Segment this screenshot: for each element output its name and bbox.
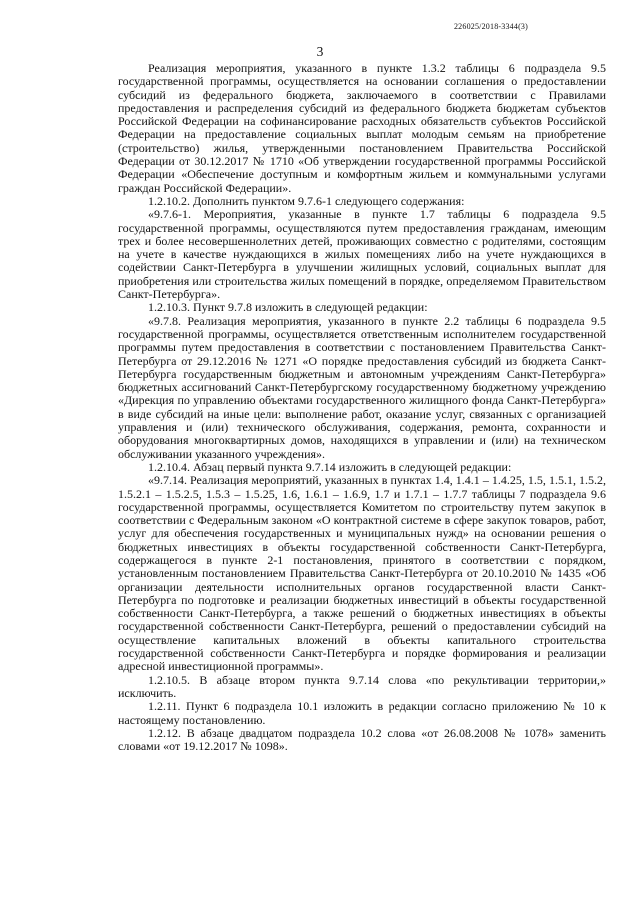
paragraph-1-2-11: 1.2.11. Пункт 6 подраздела 10.1 изложить в редакции согласно приложению № 10 к настоящему постановлению. [118, 699, 606, 727]
paragraph-1-2-12: 1.2.12. В абзаце двадцатом подраздела 10.2 слова «от 26.08.2008 № 1078» заменить словами «от 19.12.2017 № 1098». [118, 725, 606, 754]
page-number: 3 [316, 44, 324, 59]
paragraph-1-2-10-4: 1.2.10.4. Абзац первый пункта 9.7.14 изложить в следующей редакции: [148, 459, 512, 474]
registration-number: 226025/2018-3344(3) [453, 22, 528, 31]
paragraph-9-7-6-1: «9.7.6-1. Мероприятия, указанные в пункте 1.7 таблицы 6 подраздела 9.5 государственной программы, осуществляются путем предоставления гражданам, имеющим трех и более несовершеннолетних детей, проживающих совместно с родителями, состоящим на учете в качестве нуждающихся в жилых помещениях либо на учете нуждающихся в содействии Санкт-Петербурга в улучшении жилищных условий, социальных выплат для приобретения или строительства жилых помещений в порядке, определяемом Правительством Санкт-Петербурга». [118, 207, 606, 302]
paragraph-intro: Реализация мероприятия, указанного в пункте 1.3.2 таблицы 6 подраздела 9.5 государственной программы, осуществляется на основании соглашения о предоставлении субсидий из федерального бюджета, заключаемого в соответствии с Правилами предоставления и распределения субсидий из федерального бюджета бюджетам субъектов Российской Федерации на софинансирование расходных обязательств субъектов Российской Федерации на предоставление социальных выплат молодым семьям на приобретение (строительство) жилья, утвержденными постановлением Правительства Российской Федерации от 30.12.2017 № 1710 «Об утверждении государственной программы Российской Федерации «Обеспечение доступным и комфортным жильем и коммунальными услугами граждан Российской Федерации». [118, 61, 606, 195]
paragraph-9-7-14: «9.7.14. Реализация мероприятий, указанных в пунктах 1.4, 1.4.1 – 1.4.25, 1.5, 1.5.1, 1.5.2, 1.5.2.1 – 1.5.2.5, 1.5.3 – 1.5.25, 1.6, 1.6.1 – 1.6.9, 1.7 и 1.7.1 – 1.7.7 таблицы 7 подраздела 9.6 государственной программы, осуществляется Комитетом по строительству путем закупок в соответствии с Федеральным законом «О контрактной системе в сфере закупок товаров, работ, услуг для обеспечения государственных и муниципальных нужд» на основании решения о бюджетных инвестициях в объекты государственной собственности Санкт-Петербурга, содержащегося в пункте 2-1 постановления, принятого в соответствии с порядком, установленным постановлением Правительства Санкт-Петербурга от 20.10.2010 № 1435 «Об организации деятельности исполнительных органов государственной власти Санкт-Петербурга по подготовке и реализации бюджетных инвестиций в объекты государственной собственности Санкт-Петербурга, а также решений о бюджетных инвестициях в объекты государственной собственности Санкт-Петербурга, решений о предоставлении субсидий на осуществление капитальных вложений в объекты капитального строительства государственной собственности Санкт-Петербурга и порядке формирования и реализации адресной инвестиционной программы». [118, 473, 606, 674]
paragraph-1-2-10-2: 1.2.10.2. Дополнить пунктом 9.7.6-1 следующего содержания: [148, 193, 465, 208]
paragraph-9-7-8: «9.7.8. Реализация мероприятия, указанного в пункте 2.2 таблицы 6 подраздела 9.5 государственной программы, осуществляется ответственным исполнителем государственной программы путем предоставления в соответствии с постановлением Правительства Санкт-Петербурга от 29.12.2016 № 1271 «О порядке предоставления субсидий из бюджета Санкт-Петербурга государственным бюджетным и автономным учреждениям Санкт-Петербурга» бюджетных ассигнований Санкт-Петербургскому государственному бюджетному учреждению «Дирекция по управлению объектами государственного жилищного фонда Санкт-Петербурга» в виде субсидий на иные цели: выполнение работ, оказание услуг, связанных с организацией управления и (или) технического обслуживания, содержания, ремонта, сохранности и оборудования многоквартирных домов, находящихся в управлении и (или) на техническом обслуживании указанного учреждения». [118, 313, 606, 461]
paragraph-1-2-10-5: 1.2.10.5. В абзаце втором пункта 9.7.14 слова «по рекультивации территории,» исключить. [118, 672, 606, 700]
document-body [118, 62, 606, 753]
paragraph-1-2-10-3: 1.2.10.3. Пункт 9.7.8 изложить в следующей редакции: [148, 300, 428, 315]
